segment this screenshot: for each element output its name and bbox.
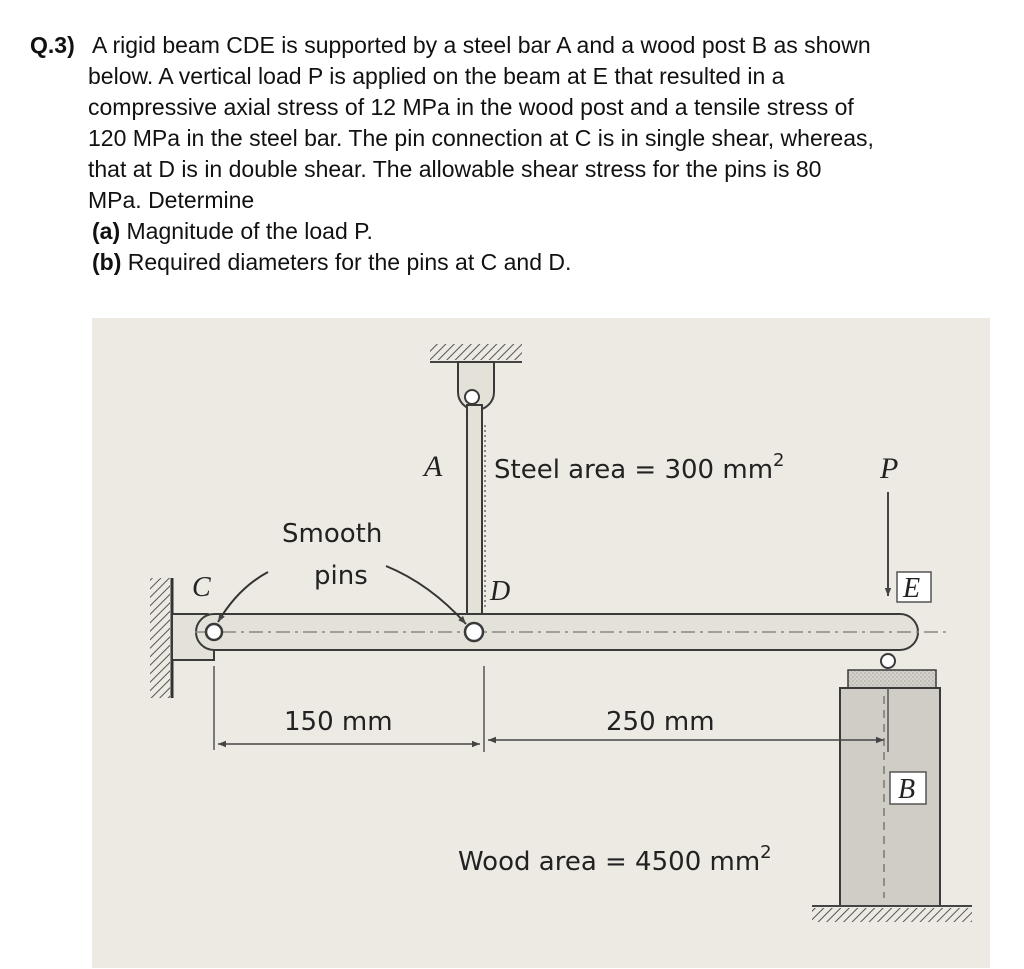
wood-area-text: Wood area = 4500 mm [458, 847, 761, 877]
wood-area-label [458, 842, 772, 877]
steel-area-text: Steel area = 300 mm [494, 455, 774, 485]
problem-line: MPa. Determine [88, 187, 255, 213]
question-number: Q.3) [30, 32, 75, 58]
ground-support [812, 906, 972, 922]
dim-de-label: 250 mm [606, 707, 715, 737]
steel-area-exponent: 2 [773, 450, 785, 471]
label-a: A [424, 450, 443, 483]
steel-area-label [494, 450, 784, 485]
part-a-text: Magnitude of the load P. [126, 218, 373, 244]
label-b: B [898, 774, 916, 805]
dim-cd-label: 150 mm [284, 707, 393, 737]
label-c: C [192, 572, 211, 603]
problem-line: below. A vertical load P is applied on the beam at E that resulted in a [88, 63, 785, 89]
wood-area-exponent: 2 [760, 842, 772, 863]
post-pin [881, 654, 895, 668]
problem-line: that at D is in double shear. The allowable shear stress for the pins is 80 [88, 156, 822, 182]
ceiling-support [430, 344, 522, 362]
part-b-tag: (b) [92, 249, 122, 275]
pin-c [206, 624, 222, 640]
problem-line: 120 MPa in the steel bar. The pin connection at C is in single shear, whereas, [88, 125, 874, 151]
problem-line: compressive axial stress of 12 MPa in the wood post and a tensile stress of [88, 94, 854, 120]
smooth-pins-label-line1: Smooth [282, 519, 383, 549]
label-d: D [490, 576, 511, 607]
smooth-pins-label-line2: pins [314, 561, 368, 591]
post-cap [848, 670, 936, 688]
top-pin [465, 390, 479, 404]
problem-line: A rigid beam CDE is supported by a steel bar A and a wood post B as shown [92, 32, 871, 58]
part-a-tag: (a) [92, 218, 121, 244]
steel-bar [467, 405, 482, 627]
pin-d [465, 623, 483, 641]
label-e: E [903, 573, 921, 604]
label-p: P [880, 452, 899, 485]
part-b-text: Required diameters for the pins at C and D. [127, 249, 572, 275]
